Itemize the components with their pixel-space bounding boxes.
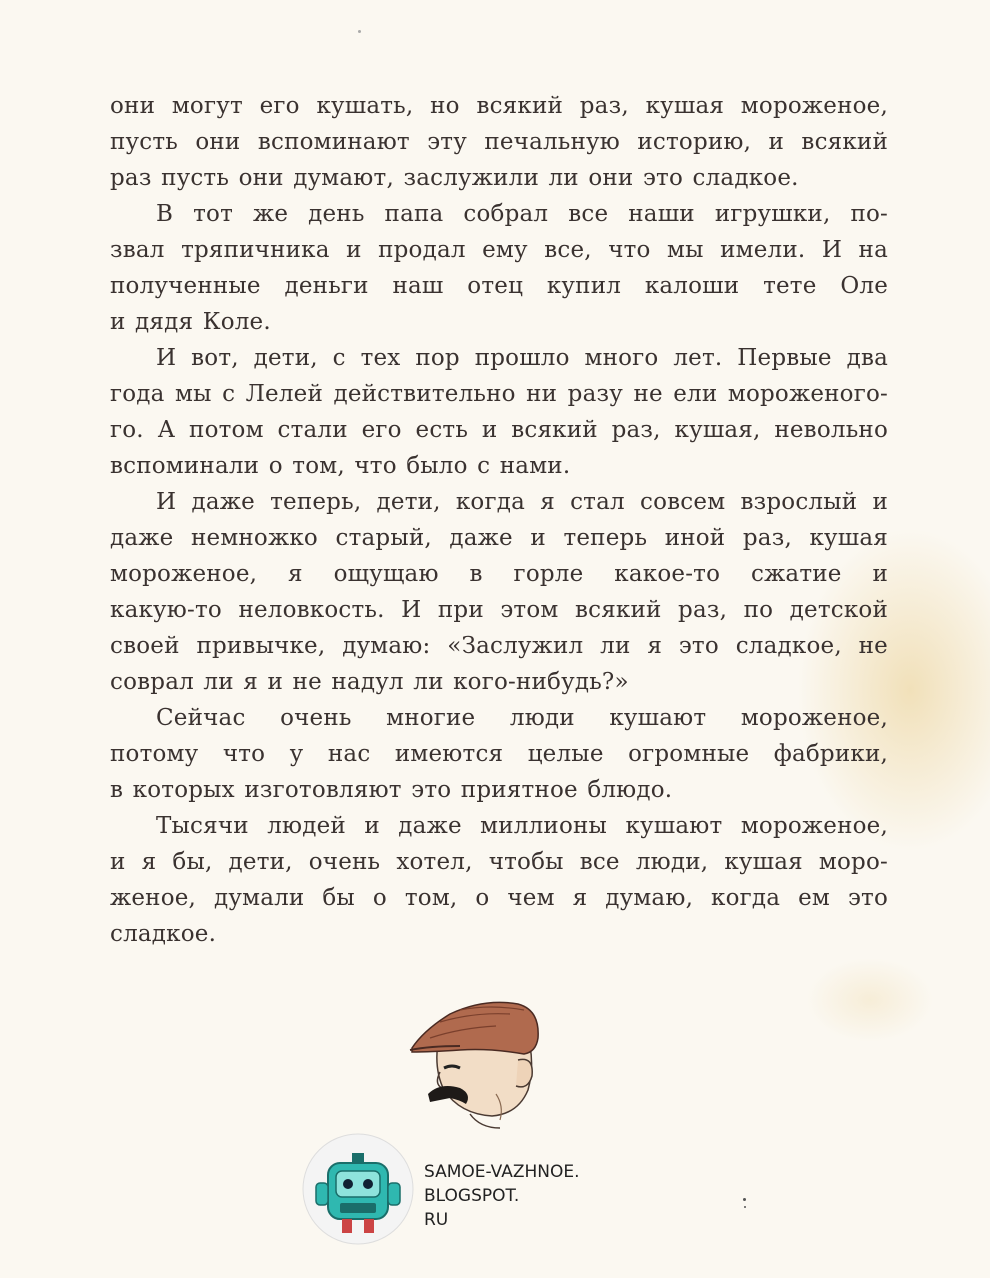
text-line: женое, думали бы о том, о чем я думаю, когда ем это <box>110 885 888 911</box>
watermark-line: BLOGSPOT. <box>424 1186 520 1206</box>
text-line: и дядя Коле. <box>110 309 271 335</box>
story-text <box>110 88 888 952</box>
paper-speck <box>744 1206 746 1208</box>
text-line: года мы с Лелей действительно ни разу не ели мороженого- <box>110 381 888 407</box>
text-line: даже немножко старый, даже и теперь иной раз, кушая <box>110 525 888 551</box>
text-line: Сейчас очень многие люди кушают мороженое, <box>156 705 888 731</box>
watermark-line: SAMOE-VAZHNOE. <box>424 1162 580 1182</box>
text-line: И даже теперь, дети, когда я стал совсем взрослый и <box>156 489 888 515</box>
text-line: В тот же день папа собрал все наши игрушки, по- <box>156 201 888 227</box>
text-line: И вот, дети, с тех пор прошло много лет. Первые два <box>156 345 888 371</box>
paper-speck <box>358 30 361 33</box>
text-line: вспоминали о том, что было с нами. <box>110 453 571 479</box>
text-line: звал тряпичника и продал ему все, что мы имели. И на <box>110 237 888 263</box>
paragraph-3 <box>110 340 888 484</box>
text-line: го. А потом стали его есть и всякий раз, кушая, невольно <box>110 417 888 443</box>
text-line: Тысячи людей и даже миллионы кушают мороженое, <box>156 813 888 839</box>
text-line: полученные деньги наш отец купил калоши тете Оле <box>110 273 888 299</box>
paragraph-5 <box>110 700 888 808</box>
text-line: они могут его кушать, но всякий раз, кушая мороженое, <box>110 93 888 119</box>
text-line: какую-то неловкость. И при этом всякий раз, по детской <box>110 597 888 623</box>
text-line: сладкое. <box>110 921 217 947</box>
text-line: пусть они вспоминают эту печальную историю, и всякий <box>110 129 888 155</box>
robot-badge-icon <box>302 1133 414 1245</box>
text-line: и я бы, дети, очень хотел, чтобы все люди, кушая моро- <box>110 849 888 875</box>
text-line: своей привычке, думаю: «Заслужил ли я это сладкое, не <box>110 633 888 659</box>
man-in-cap-illustration <box>400 990 560 1130</box>
text-line: соврал ли я и не надул ли кого-нибудь?» <box>110 669 629 695</box>
paper-speck <box>743 1198 746 1201</box>
watermark-line: RU <box>424 1210 449 1230</box>
text-line: раз пусть они думают, заслужили ли они это сладкое. <box>110 165 799 191</box>
text-line: в которых изготовляют это приятное блюдо. <box>110 777 673 803</box>
text-line: мороженое, я ощущаю в горле какое-то сжатие и <box>110 561 888 587</box>
paragraph-2 <box>110 196 888 340</box>
paragraph-4 <box>110 484 888 700</box>
paragraph-6 <box>110 808 888 952</box>
blog-watermark <box>424 1160 580 1232</box>
text-line: потому что у нас имеются целые огромные фабрики, <box>110 741 888 767</box>
paragraph-1 <box>110 88 888 196</box>
